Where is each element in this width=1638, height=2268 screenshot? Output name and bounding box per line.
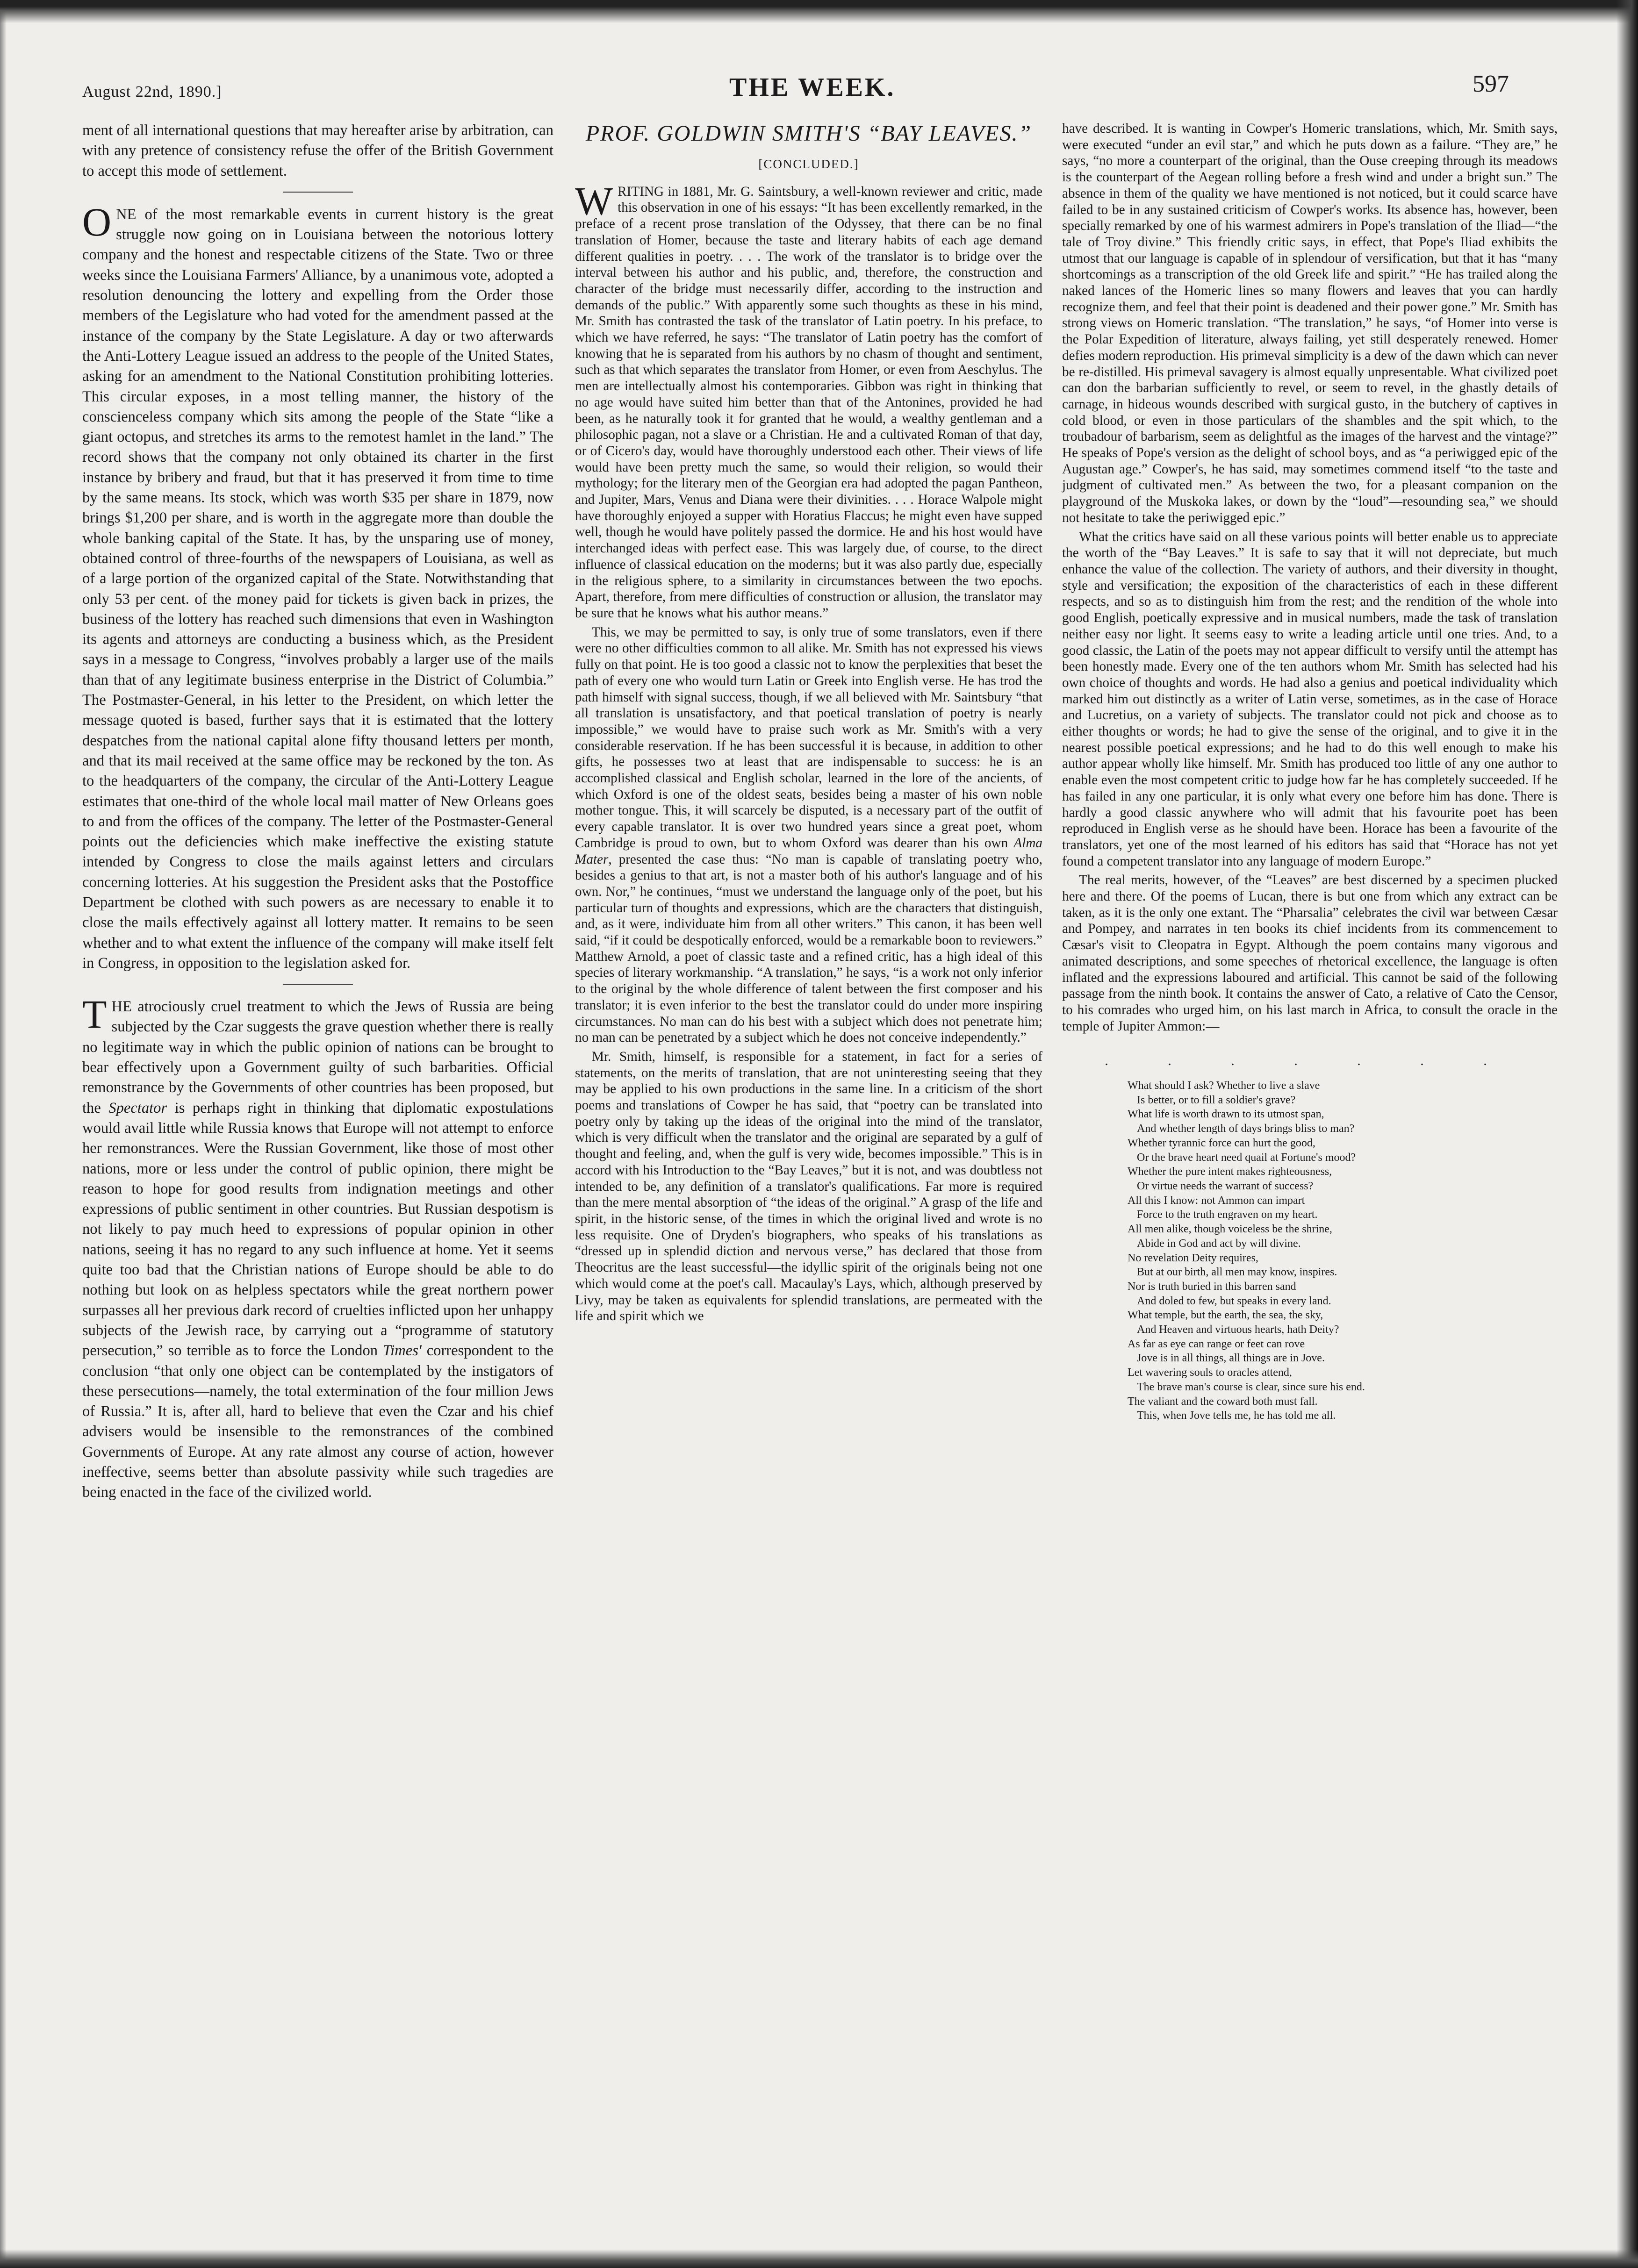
- paragraph-text: HE atrociously cruel treatment to which the Jews of Russia are being subjected by the Czar suggests the grave question whether there is really no legitimate way in which the public opinion of nations can be brought to bear effectively upon a Government guilty of such barbarities. Official remonstrance by the Governments of other countries has been proposed, but the: [82, 998, 553, 1116]
- italic-times: Times': [382, 1342, 422, 1359]
- paragraph-louisiana-lottery: [82, 199, 553, 973]
- page-left-edge: [0, 0, 7, 2268]
- poem-line: As far as eye can range or feet can rove: [1128, 1338, 1305, 1350]
- poem-line: Nor is truth buried in this barren sand: [1128, 1280, 1296, 1293]
- poem-line: Whether the pure intent makes righteousness,: [1128, 1166, 1332, 1178]
- poem-line: What life is worth drawn to its utmost span,: [1128, 1108, 1324, 1121]
- paragraph-translators: [575, 624, 1042, 1046]
- paragraph-smith-statement: Mr. Smith, himself, is responsible for a statement, in fact for a series of statements, on the merits of translation, that are not uninteresting seeing that they may be applied to his own productions in the same line. In a criticism of the short poems and translations of Cowper he has said, that “poetry can be translated into poetry only by taking up the ideas of the original into the mind of the translator, which is very difficult when the translator and the original are separated by a gulf of thought and feeling, and, when the gulf is very wide, becomes impossible.” This is in accord with his Introduction to the “Bay Leaves,” but it is not, and was doubtless not intended to be, any definition of a translator's qualifications. Far more is required than the mere mental absorption of “the ideas of the original.” A grasp of the life and spirit, in the historic sense, of the times in which the original lived and wrote is no less requisite. One of Dryden's biographers, who speaks of his translations as “dressed up in splendid diction and nervous verse,” has declared that those from Theocritus are the least successful—the idyllic spirit of the originals being not one which would come at the poet's call. Macaulay's Lays, which, although preserved by Livy, may be taken as equivalents for splendid translations, are permeated with the life and spirit which we: [575, 1049, 1042, 1324]
- paragraph-text: is perhaps right in thinking that diplomatic expostulations would avail little while Russia knows that Europe will not attempt to enforce her remonstrances. Were the Russian Government, like those of most other nations, more or less under the control of public opinion, there might be reason to hope for good results from indignation meetings and other expressions of public sentiment in other countries. But Russian despotism is not likely to pay much heed to expressions of popular opinion in other nations, seeing it has no regard to any such influence at home. Yet it seems quite too bad that the Christian nations of Europe should be able to do nothing but look on as helpless spectators while the great northern power surpasses all her previous dark record of cruelties inflicted upon her unhappy subjects of the Jewish race, by carrying out a “programme of statutory persecution,” so terrible as to force the London: [82, 1099, 553, 1359]
- paragraph-text: NE of the most remarkable events in current history is the great struggle now going on in Louisiana between the notorious lottery company and the honest and respectable citizens of the State. Two or three weeks since the Louisiana Farmers' Alliance, by a unanimous vote, adopted a resolution denouncing the lottery and expelling from the Order those members of the Legislature who had voted for the amendment passed at the instance of the company by the State Legislature. A day or two afterwards the Anti-Lottery League issued an address to the people of the United States, asking for an amendment to the National Constitution prohibiting lotteries. This circular exposes, in a most telling manner, the history of the conscienceless company which sits among the people of the State “like a giant octopus, and stretches its arms to the remotest hamlet in the land.” The record shows that the company not only obtained its charter in the first instance by bribery and fraud, but that it has preserved it from time to time by the same means. Its stock, which was worth $35 per share in 1879, now brings $1,200 per share, and is worth in the aggregate more than double the whole banking capital of the State. It has, by the unsparing use of money, obtained control of three-fourths of the newspapers of Louisiana, as well as of a large portion of the organized capital of the State. Notwithstanding that only 53 per cent. of the money paid for tickets is given back in prizes, the business of the lottery has reached such dimensions that even in Washington its agents and attorneys are conducting a business which, as the President says in a message to Congress, “involves probably a larger use of the mails than that of any legitimate business enterprise in the District of Columbia.” The Postmaster-General, in his letter to the President, on which letter the message quoted is based, further says that it is estimated that the lottery despatches from the national capital alone fifty thousand letters per month, and that its mail received at the same office may be reckoned by the ton. As to the headquarters of the company, the circular of the Anti-Lottery League estimates that one-third of the whole local mail matter of New Orleans goes to and from the offices of the company. The letter of the Postmaster-General points out the deficiencies which make ineffective the existing statute intended by Congress to close the mails against letters and circulars concerning lotteries. At his suggestion the President asks that the Postoffice Department be clothed with such powers as are necessary to enable it to close the mails effectively against all lottery matter. It remains to be seen whether and to what extent the influence of the company will make itself felt in Congress, in opposition to the legislation asked for.: [82, 206, 553, 972]
- page-bottom-edge: [0, 2249, 1638, 2268]
- concluded-label: [CONCLUDED.]: [758, 157, 859, 171]
- paragraph-cowper-homer: have described. It is wanting in Cowper's Homeric translations, which, Mr. Smith says, were executed “under an evil star,” and which he puts down as a failure. “They are,” he says, “no more a counterpart of the original, than the Ouse creeping through its meadows is the counterpart of the Aegean rolling before a fresh wind and under a bright sun.” The absence in them of the quality we have mentioned is not noticed, but it could scarce have failed to be in any sustained criticism of Cowper's works. Its absence has, however, been specially remarked by one of his warmest admirers in Pope's translation of the Iliad—“the tale of Troy divine.” This friendly critic says, in effect, that Pope's Iliad exhibits the utmost that our language is capable of in splendour of versification, but that it has “many shortcomings as a transcription of the old Greek life and spirit.” “He has trailed along the naked lances of the Homeric lines so many flowers and leaves that you can hardly recognize them, and feel that their point is deadened and their power gone.” Mr. Smith has strong views on Homeric translation. “The translation,” he says, “of Homer into verse is the Polar Expedition of literature, always failing, yet still desperately renewed. Homer defies modern reproduction. His primeval simplicity is a dew of the dawn which can never be re-distilled. His primeval savagery is almost equally unpresentable. What civilized poet can don the barbarian sufficiently to revel, or seem to revel, in the ghastly details of carnage, in hideous wounds described with surgical gusto, in the butchery of captives in cold blood, or even in those particulars of the shambles and the spit which, to the troubadour of barbarism, seem as delightful as the images of the harvest and the vintage?” He speaks of Pope's version as the delight of school boys, and as “a periwigged epic of the Augustan age.” Cowper's, he has said, may sometimes commend itself “to the taste and judgment of cultivated men.” As between the two, for a pleasant companion on the playground of the Muskoka lakes, or down by the “loud”—resounding sea,” we should not hesitate to take the periwigged epic.”: [1062, 121, 1558, 525]
- column-1: [82, 121, 553, 1503]
- page-binding-edge: [1616, 0, 1638, 2268]
- poem-line: Jove is in all things, all things are in Jove.: [1137, 1352, 1325, 1365]
- paragraph-critics: What the critics have said on all these various points will better enable us to appreciate the worth of the “Bay Leaves.” It is safe to say that it will not depreciate, but much enhance the value of the collection. The variety of authors, and their diversity in thought, style and versification; the exposition of the characteristics of each in these different respects, and so as to distinguish him from the rest; and the rendition of the whole into good English, poetically expressive and in musical numbers, made the task of translation neither easy nor light. It seems easy to write a leading article until one tries. And, to a good classic, the Latin of the poets may not appear difficult to versify until the attempt has been honestly made. Every one of the ten authors whom Mr. Smith has selected had his own choice of thoughts and words. He had also a genius and poetical individuality which marked him out distinctly as a writer of Latin verse, sometimes, as in the case of Horace and Lucretius, on a variety of subjects. The translator could not pick and choose as to either thoughts or words; he had to give the sense of the original, and to give it in the nearest possible poetical expressions; and he had to do this well enough to make his author appear wholly like himself. Mr. Smith has produced too little of any one author to enable even the most competent critic to judge how far he has completely succeeded. If he has failed in any one particular, it is only what every one before him has done. There is hardly a good classic anywhere who will admit that his favourite poet has been reproduced in English verse as he should have been. Horace has been a favourite of the translators, yet one of the most learned of his editors has said that “Horace has not yet found a competent translator into any language of modern Europe.”: [1062, 529, 1558, 869]
- poem-line: And Heaven and virtuous hearts, hath Deity?: [1137, 1324, 1339, 1336]
- section-rule: [283, 192, 353, 193]
- poem-line: This, when Jove tells me, he has told me all.: [1137, 1409, 1336, 1422]
- drop-cap: W: [575, 178, 613, 223]
- drop-cap: T: [82, 992, 107, 1037]
- paragraph-text: This, we may be permitted to say, is only true of some translators, even if there were no other difficulties common to all alike. Mr. Smith has not expressed his views fully on that point. He is too good a classic not to know the perplexities that beset the path of every one who would turn Latin or Greek into English verse. He has trod the path himself with signal success, though, if we all believed with Mr. Saintsbury “that all translation is unsatisfactory, and that poetical translation of poetry is nearly impossible,” we would have to praise such work as Mr. Smith's with a very considerable reservation. If he has been successful it is because, in addition to other gifts, he possesses two at least that are indispensable to success: he is an accomplished classical and English scholar, learned in the lore of the ancients, of which Oxford is one of the oldest seats, besides being a master of his own noble mother tongue. This, it will scarcely be disputed, is a necessary part of the outfit of every capable translator. It is over two hundred years since a great poet, whom Cambridge is proud to own, but to whom Oxford was dearer than his own: [575, 624, 1042, 851]
- poem-line: Let wavering souls to oracles attend,: [1128, 1367, 1292, 1379]
- poem-line: All men alike, though voiceless be the shrine,: [1128, 1223, 1332, 1236]
- poem-line: But at our birth, all men may know, inspires.: [1137, 1266, 1337, 1279]
- poem-line: No revelation Deity requires,: [1128, 1252, 1258, 1264]
- poem-line: What temple, but the earth, the sea, the sky,: [1128, 1309, 1323, 1322]
- poem-line: The valiant and the coward both must fall.: [1128, 1395, 1318, 1408]
- poem-line: All this I know: not Ammon can impart: [1128, 1194, 1305, 1207]
- paragraph-text: correspondent to the conclusion “that only one object can be contemplated by the instigators of these persecutions—namely, the total extermination of the four million Jews of Russia.” It is, after all, hard to believe that even the Czar and his chief advisers would be insensible to the remonstrances of the combined Governments of Europe. At any rate almost any course of action, however ineffective, seems better than absolute passivity while such tragedies are being enacted in the face of the civilized world.: [82, 1342, 554, 1501]
- section-rule: [283, 984, 353, 985]
- paragraph-text: , presented the case thus: “No man is capable of translating poetry who, besides a genius to that art, is not a master both of his author's language and of his own. Nor,” he continues, “must we understand the language only of the poet, but his particular turn of thoughts and expressions, which are the characters that distinguish, and, as it were, individuate him from all other writers.” This canon, it has been well said, “if it could be despotically enforced, would be a remarkable boon to reviewers.” Matthew Arnold, a poet of classic taste and a refined critic, has a high ideal of this species of literary workmanship. “A translation,” he says, “is a work not only inferior to the original by the whole difference of talent between the first composer and his translator; it is even inferior to the best the translator could do under more inspiring circumstances. No man can do his best with a subject which does not penetrate him; no man can be penetrated by a subject which he does not conceive independently.”: [575, 851, 1042, 1045]
- poem-line: The brave man's course is clear, since sure his end.: [1137, 1381, 1365, 1393]
- column-2: [575, 121, 1042, 1324]
- publication-title: THE WEEK.: [729, 73, 896, 102]
- page-number: 597: [1473, 71, 1509, 97]
- poem-line: Is better, or to fill a soldier's grave?: [1137, 1094, 1296, 1106]
- page-top-edge: [0, 0, 1638, 23]
- article-title: PROF. GOLDWIN SMITH'S “BAY LEAVES.”: [585, 121, 1032, 146]
- poem-line: Whether tyrannic force can hurt the good,: [1128, 1137, 1315, 1149]
- poem-line: Or virtue needs the warrant of success?: [1137, 1180, 1314, 1192]
- poem-line: And whether length of days brings bliss to man?: [1137, 1123, 1355, 1135]
- paragraph-russian-jews: [82, 992, 554, 1502]
- ellipsis-dots: . . . . . . .: [1105, 1053, 1515, 1069]
- poem-line: What should I ask? Whether to live a slave: [1128, 1080, 1320, 1092]
- paragraph-saintsbury: [575, 178, 1042, 622]
- poem-line: And doled to few, but speaks in every land.: [1137, 1295, 1331, 1307]
- paragraph-arbitration-end: ment of all international questions that may hereafter arise by arbitration, can with any pretence of consistency refuse the offer of the British Government to accept this mode of settlement.: [82, 122, 553, 179]
- italic-spectator: Spectator: [108, 1099, 167, 1116]
- column-3: [1062, 121, 1558, 1423]
- paragraph-lucan: The real merits, however, of the “Leaves” are best discerned by a specimen plucked here and there. Of the poems of Lucan, there is but one from which any extract can be taken, as it is the only one extant. The “Pharsalia” celebrates the civil war between Cæsar and Pompey, and narrates in ten books its chief incidents from its commencement to Cæsar's visit to Cleopatra in Egypt. Although the poem contains many vigorous and animated descriptions, and some speeches of rhetorical excellence, the language is often inflated and the expressions laboured and artificial. This cannot be said of the following passage from the ninth book. It contains the answer of Cato, a relative of Cato the Censor, to his comrades who urged him, on his last march in Africa, to consult the oracle in the temple of Jupiter Ammon:—: [1062, 873, 1558, 1034]
- poem-line: Or the brave heart need quail at Fortune's mood?: [1137, 1151, 1356, 1164]
- poem-line: Abide in God and act by will divine.: [1137, 1237, 1301, 1250]
- poem-excerpt: [1128, 1079, 1558, 1423]
- issue-date: August 22nd, 1890.]: [82, 83, 222, 100]
- poem-line: Force to the truth engraven on my heart.: [1137, 1209, 1318, 1221]
- italic-alma-mater: Alma Mater: [575, 835, 1042, 867]
- drop-cap: O: [82, 199, 112, 244]
- paragraph-text: RITING in 1881, Mr. G. Saintsbury, a well-known reviewer and critic, made this observation in one of his essays: “It has been excellently remarked, in the preface of a recent prose translation of the Odyssey, that there can be no final translation of Homer, because the taste and literary habits of each age demand different qualities in poetry. . . . The work of the translator is to bridge over the interval between his author and his public, and, therefore, the construction and character of the bridge must necessarily differ, according to the instruction and demands of the public.” With apparently some such thoughts as these in his mind, Mr. Smith has contrasted the task of the translator of Latin poetry. In his preface, to which we have referred, he says: “The translator of Latin poetry has the comfort of knowing that he is separated from his authors by no chasm of thought and sentiment, such as that which separates the translator from Homer, or even from Aeschylus. The men are intellectually almost his contemporaries. Gibbon was right in thinking that no age would have suited him better than that of the Antonines, provided he had been, as he naturally took it for granted that he would, a wealthy gentleman and a philosophic pagan, not a slave or a Christian. He and a cultivated Roman of that day, or of Cicero's day, would have thoroughly understood each other. Their views of life would have been pretty much the same, so would their religion, so would their mythology; for the literary men of the Georgian era had adopted the pagan Pantheon, and Jupiter, Mars, Venus and Diana were their divinities. . . . Horace Walpole might have thoroughly enjoyed a supper with Horatius Flaccus; he might even have supped well, though he would have politely passed the dormice. He and his host would have interchanged ideas with perfect ease. This was largely due, of course, to the direct influence of classical education on the moderns; but it was also partly due, especially in the religious sphere, to a similarity in circumstances between the two epochs. Apart, therefore, from mere difficulties of construction or allusion, the translator may be sure that he knows what his author means.”: [575, 184, 1042, 621]
